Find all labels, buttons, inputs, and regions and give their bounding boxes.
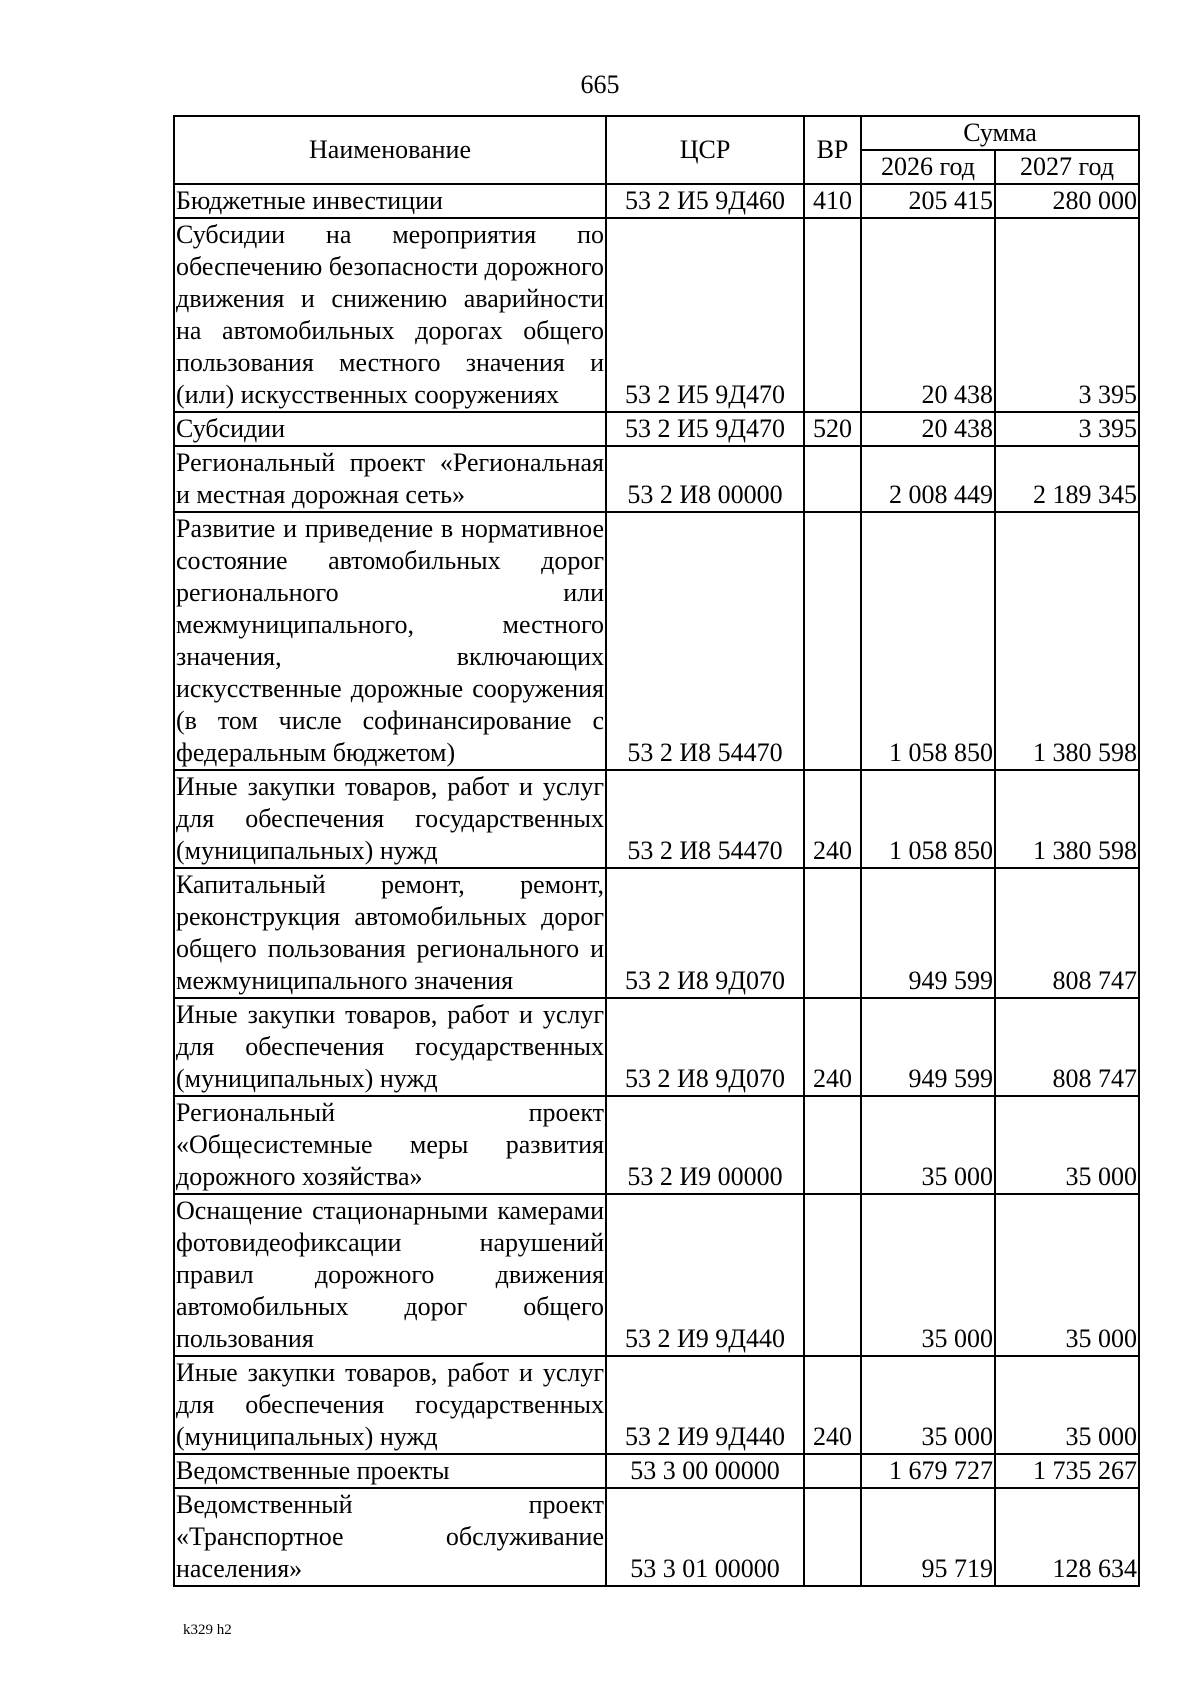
- row-sum-2026: 35 000: [861, 1194, 995, 1356]
- row-csr: 53 2 И8 9Д070: [606, 998, 804, 1096]
- row-sum-2027: 3 395: [995, 218, 1139, 412]
- row-sum-2026: 205 415: [861, 184, 995, 218]
- table-row: [174, 218, 1139, 412]
- page-number: 665: [580, 70, 620, 99]
- table-row: [174, 412, 1139, 446]
- row-csr: 53 3 01 00000: [606, 1488, 804, 1586]
- row-sum-2026: 2 008 449: [861, 446, 995, 512]
- row-vr: 520: [804, 412, 861, 446]
- table-row: [174, 184, 1139, 218]
- row-sum-2027: 2 189 345: [995, 446, 1139, 512]
- row-sum-2027: 35 000: [995, 1356, 1139, 1454]
- row-sum-2027: 35 000: [995, 1096, 1139, 1194]
- row-sum-2026: 1 058 850: [861, 770, 995, 868]
- row-vr: [804, 1194, 861, 1356]
- row-name: Ведомственные проекты: [174, 1454, 606, 1488]
- row-csr: 53 2 И8 54470: [606, 512, 804, 770]
- table-row: [174, 1096, 1139, 1194]
- row-sum-2027: 280 000: [995, 184, 1139, 218]
- row-sum-2027: 1 380 598: [995, 770, 1139, 868]
- row-name: Бюджетные инвестиции: [174, 184, 606, 218]
- row-name: Субсидии: [174, 412, 606, 446]
- header-year-2027: 2027 год: [995, 150, 1139, 184]
- table-row: [174, 998, 1139, 1096]
- row-sum-2026: 1 679 727: [861, 1454, 995, 1488]
- row-csr: 53 2 И5 9Д470: [606, 218, 804, 412]
- row-sum-2027: 1 380 598: [995, 512, 1139, 770]
- row-sum-2026: 20 438: [861, 218, 995, 412]
- row-sum-2027: 1 735 267: [995, 1454, 1139, 1488]
- row-vr: [804, 1488, 861, 1586]
- row-csr: 53 2 И5 9Д470: [606, 412, 804, 446]
- row-vr: [804, 1096, 861, 1194]
- row-sum-2027: 3 395: [995, 412, 1139, 446]
- row-sum-2026: 35 000: [861, 1356, 995, 1454]
- table-row: [174, 770, 1139, 868]
- header-sum: Сумма: [861, 116, 1139, 150]
- row-name: Оснащение стационарными камерами фотовидеофиксации нарушений правил дорожного движения автомобильных дорог общего пользования: [174, 1194, 606, 1356]
- row-sum-2027: 808 747: [995, 868, 1139, 998]
- row-sum-2026: 1 058 850: [861, 512, 995, 770]
- row-sum-2027: 128 634: [995, 1488, 1139, 1586]
- row-name: Иные закупки товаров, работ и услуг для обеспечения государственных (муниципальных) нужд: [174, 1356, 606, 1454]
- row-name: Ведомственный проект «Транспортное обслуживание населения»: [174, 1488, 606, 1586]
- row-csr: 53 2 И8 00000: [606, 446, 804, 512]
- row-vr: [804, 1454, 861, 1488]
- row-csr: 53 3 00 00000: [606, 1454, 804, 1488]
- row-vr: 240: [804, 770, 861, 868]
- row-name: Иные закупки товаров, работ и услуг для обеспечения государственных (муниципальных) нужд: [174, 770, 606, 868]
- row-sum-2027: 808 747: [995, 998, 1139, 1096]
- table-row: [174, 446, 1139, 512]
- row-vr: 240: [804, 1356, 861, 1454]
- row-csr: 53 2 И8 54470: [606, 770, 804, 868]
- row-vr: 240: [804, 998, 861, 1096]
- row-name: Развитие и приведение в нормативное состояние автомобильных дорог регионального или межмуниципального, местного значения, включающих искусственные дорожные сооружения (в том числе софинансирование с федеральным бюджетом): [174, 512, 606, 770]
- row-name: Региональный проект «Общесистемные меры развития дорожного хозяйства»: [174, 1096, 606, 1194]
- row-sum-2027: 35 000: [995, 1194, 1139, 1356]
- row-name: Региональный проект «Региональная и местная дорожная сеть»: [174, 446, 606, 512]
- row-name: Капитальный ремонт, ремонт, реконструкция автомобильных дорог общего пользования регионального и межмуниципального значения: [174, 868, 606, 998]
- row-vr: [804, 218, 861, 412]
- row-name: Иные закупки товаров, работ и услуг для обеспечения государственных (муниципальных) нужд: [174, 998, 606, 1096]
- header-vr: ВР: [804, 116, 861, 184]
- row-vr: [804, 868, 861, 998]
- row-sum-2026: 20 438: [861, 412, 995, 446]
- table-row: [174, 1454, 1139, 1488]
- row-csr: 53 2 И8 9Д070: [606, 868, 804, 998]
- header-row: [174, 116, 1139, 150]
- table-row: [174, 868, 1139, 998]
- row-sum-2026: 949 599: [861, 868, 995, 998]
- row-csr: 53 2 И5 9Д460: [606, 184, 804, 218]
- row-vr: [804, 446, 861, 512]
- row-csr: 53 2 И9 9Д440: [606, 1194, 804, 1356]
- footer-code: k329 h2: [183, 1622, 232, 1638]
- header-year-2026: 2026 год: [861, 150, 995, 184]
- row-sum-2026: 35 000: [861, 1096, 995, 1194]
- row-vr: 410: [804, 184, 861, 218]
- table-row: [174, 1488, 1139, 1586]
- table-row: [174, 1194, 1139, 1356]
- row-csr: 53 2 И9 9Д440: [606, 1356, 804, 1454]
- row-csr: 53 2 И9 00000: [606, 1096, 804, 1194]
- budget-table: [173, 115, 1140, 1587]
- row-sum-2026: 949 599: [861, 998, 995, 1096]
- row-sum-2026: 95 719: [861, 1488, 995, 1586]
- row-name: Субсидии на мероприятия по обеспечению безопасности дорожного движения и снижению аварийности на автомобильных дорогах общего пользования местного значения и (или) искусственных сооружениях: [174, 218, 606, 412]
- row-vr: [804, 512, 861, 770]
- header-name: Наименование: [174, 116, 606, 184]
- table-row: [174, 1356, 1139, 1454]
- header-csr: ЦСР: [606, 116, 804, 184]
- table-row: [174, 512, 1139, 770]
